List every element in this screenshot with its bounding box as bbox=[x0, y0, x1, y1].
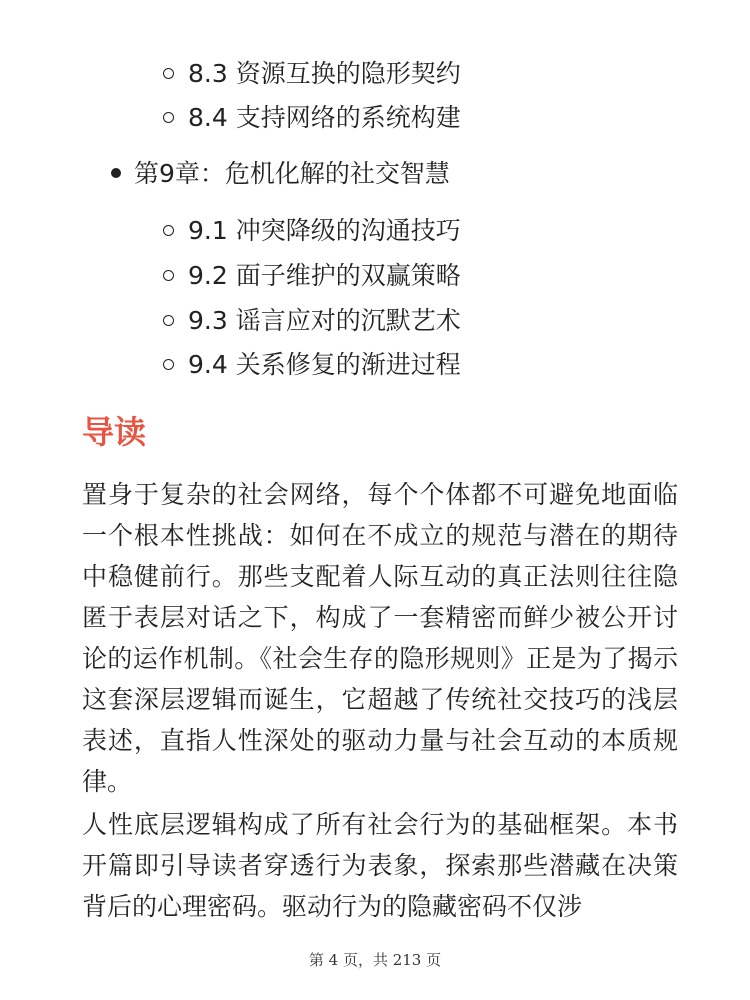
paragraph-1: 置身于复杂的社会网络，每个个体都不可避免地面临一个根本性挑战：如何在不成立的规范与潜在的期待中稳健前行。那些支配着人际互动的真正法则往往隐匿于表层对话之下，构成了一套精密而鲜少被公开讨论的运作机制。《社会生存的隐形规则》正是为了揭示这套深层逻辑而诞生，它超越了传统社交技巧的浅层表述，直指人性深处的驱动力量与社会互动的本质规律。 bbox=[82, 480, 678, 796]
toc-item-8-4: 8.4 支持网络的系统构建 bbox=[188, 103, 461, 132]
section-heading: 导读 bbox=[82, 413, 147, 451]
toc-item-9-1: 9.1 冲突降级的沟通技巧 bbox=[188, 216, 461, 245]
toc-item-9-2: 9.2 面子维护的双赢策略 bbox=[188, 261, 461, 290]
toc-chapter-9: 第9章：危机化解的社交智慧 bbox=[134, 159, 450, 188]
toc-item-9-3: 9.3 谣言应对的沉默艺术 bbox=[188, 306, 461, 335]
toc-item-9-4: 9.4 关系修复的渐进过程 bbox=[188, 350, 461, 379]
toc-item-8-3: 8.3 资源互换的隐形契约 bbox=[188, 59, 461, 88]
paragraph-2: 人性底层逻辑构成了所有社会行为的基础框架。本书开篇即引导读者穿透行为表象，探索那些潜藏在决策背后的心理密码。驱动行为的隐藏密码不仅涉 bbox=[82, 810, 678, 921]
page-number-footer: 第 4 页，共 213 页 bbox=[308, 951, 442, 969]
